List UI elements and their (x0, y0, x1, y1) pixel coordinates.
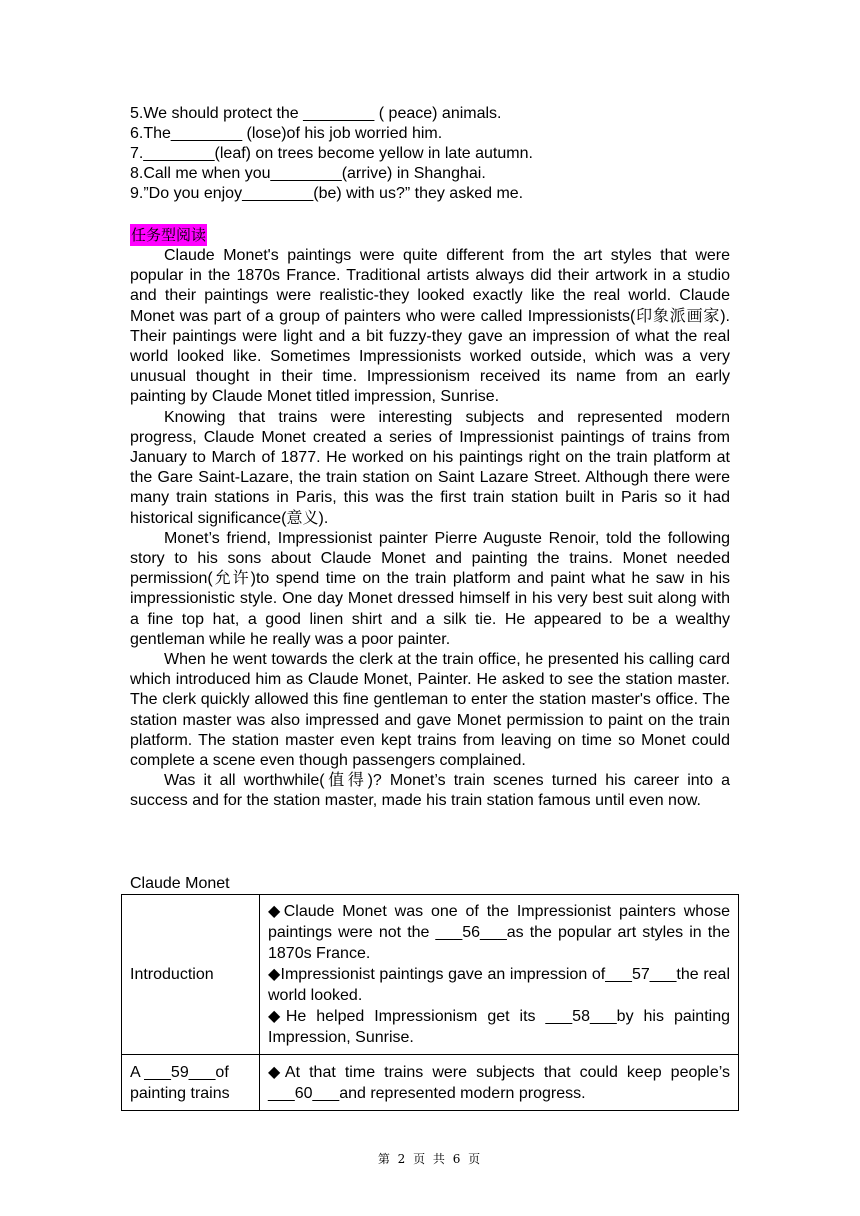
section-title: 任务型阅读 (131, 226, 207, 244)
exercise-item: 6.The________ (lose)of his job worried him. (130, 125, 443, 142)
exercise-item: 5.We should protect the ________ ( peace) animals. (130, 105, 502, 122)
fill-in-exercises (130, 104, 730, 204)
row-content (260, 895, 739, 1055)
table-title: Claude Monet (130, 875, 230, 892)
passage-paragraph: Claude Monet's paintings were quite different from the art styles that were popular in the 1870s France. Traditional artists always did their artwork in a studio and their paintings were realistic-they looked exactly like the real world. Claude Monet was part of a group of painters who were called Impressionists(印象派画家). Their paintings were light and a bit fuzzy-they gave an impression of what the real world looked like. Sometimes Impressionists worked outside, which was a very unusual thought in their time. Impressionism received its name from an early painting by Claude Monet titled impression, Sunrise. (130, 247, 730, 406)
bullet-item: ◆Impressionist paintings gave an impression of___57___the real world looked. (268, 966, 730, 1004)
passage-paragraph: When he went towards the clerk at the train office, he presented his calling card which introduced him as Claude Monet, Painter. He asked to see the station master. The clerk quickly allowed this fine gentleman to enter the station master's office. The station master was also impressed and gave Monet permission to paint on the train platform. The station master even kept trains from leaving on time so Monet could complete a scene even though passengers complained. (130, 651, 730, 770)
reading-passage (130, 246, 730, 812)
passage-paragraph: Was it all worthwhile(值得)? Monet’s train scenes turned his career into a success and for the station master, made his train station famous until even now. (130, 772, 730, 810)
passage-paragraph: Monet’s friend, Impressionist painter Pierre Auguste Renoir, told the following story to his sons about Claude Monet and painting the trains. Monet needed permission(允许)to spend time on the train platform and paint what he saw in his impressionistic style. One day Monet dressed himself in his very best suit along with a fine top hat, a good linen shirt and a silk tie. He appeared to be a wealthy gentleman while he really was a poor painter. (130, 529, 730, 648)
page-number: 第 2 页 共 6 页 (377, 1152, 483, 1166)
row-content (260, 1055, 739, 1111)
summary-table (121, 894, 739, 1111)
table-row (122, 1055, 739, 1111)
exercise-item: 9.”Do you enjoy________(be) with us?” they asked me. (130, 185, 524, 202)
table-row (122, 895, 739, 1055)
bullet-item: ◆At that time trains were subjects that could keep people’s ___60___and represented modern progress. (268, 1063, 730, 1102)
bullet-item: ◆He helped Impressionism get its ___58___by his painting Impression, Sunrise. (268, 1008, 730, 1046)
passage-paragraph: Knowing that trains were interesting subjects and represented modern progress, Claude Monet created a series of Impressionist paintings of trains from January to March of 1877. He worked on his paintings right on the train platform at the Gare Saint-Lazare, the train station on Saint Lazare Street. Although there were many train stations in Paris, this was the first train station built in Paris so it had historical significance(意义). (130, 408, 730, 527)
row-label: A ___59___of painting trains (122, 1055, 260, 1111)
exercise-item: 8.Call me when you________(arrive) in Shanghai. (130, 165, 486, 182)
exercise-item: 7.________(leaf) on trees become yellow in late autumn. (130, 145, 533, 162)
bullet-item: ◆Claude Monet was one of the Impressionist painters whose paintings were not the ___56___as the popular art styles in the 1870s France. (268, 903, 730, 962)
row-label: Introduction (122, 895, 260, 1055)
